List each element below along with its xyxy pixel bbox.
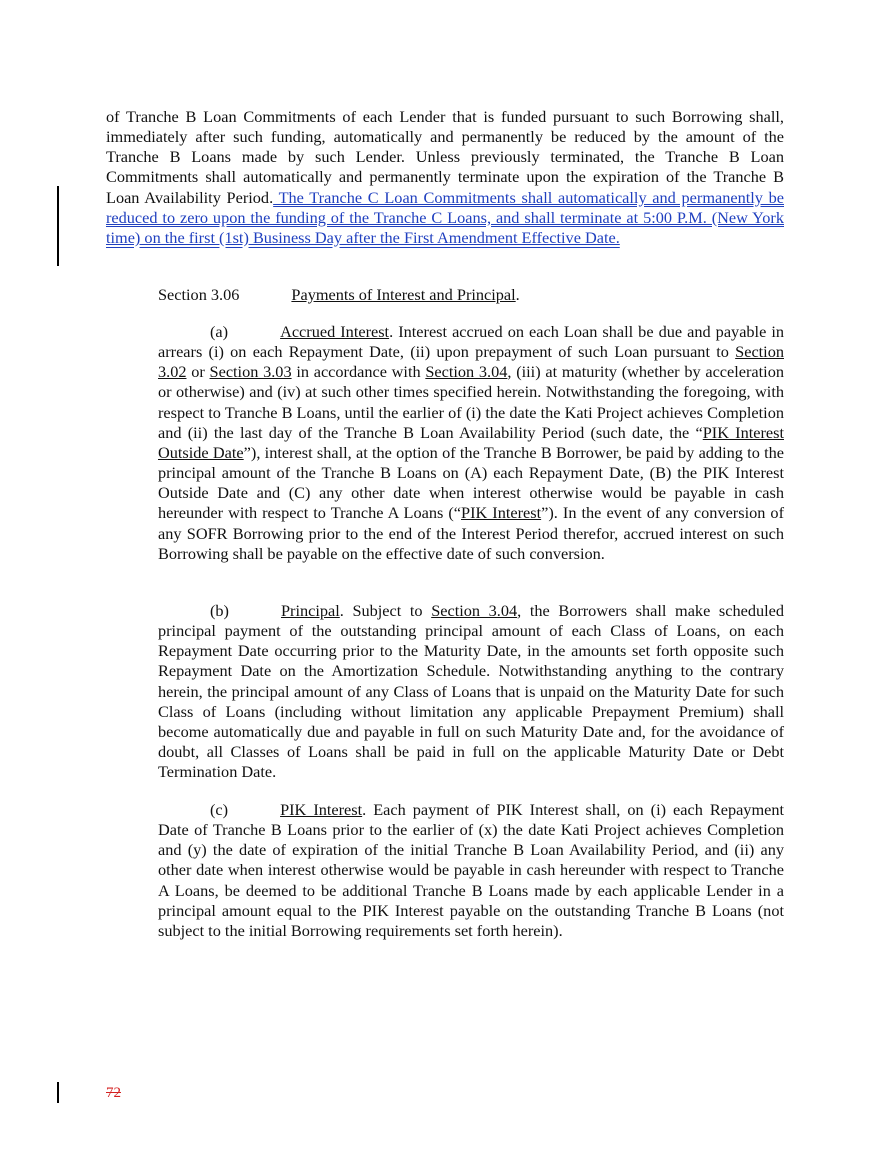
section-ref-3-03: Section 3.03 [209, 362, 292, 382]
page-number: 72 [106, 1085, 121, 1101]
section-number: Section 3.06 [158, 285, 240, 304]
paragraph-text: of Tranche B Loan Commitments of each Lender that is funded pursuant to such Borrowing shall, immediately after such funding, automatically and permanently be reduced by the amount of the Tranche B Loans made by such Lender. Unless previously terminated, the Tranche B Loan Commitments shall automatically and permanently terminate upon the expiration of the Tranche B Loan Availability Period. [106, 107, 784, 207]
inserted-text: The Tranche C Loan Commitments shall automatically and permanently be reduced to zero upon the funding of the Tranche C Loans, and shall terminate at 5:00 P.M. (New York time) on the first (1st) Business Day after the First Amendment Effective Date. [106, 187, 784, 247]
paragraph-b: (b) Principal. Subject to Section 3.04, the Borrowers shall make scheduled principal payment of the outstanding principal amount of each Class of Loans, on each Repayment Date occurring prior to the Maturity Date, in the amounts set forth opposite such Repayment Date on the Amortization Schedule. Notwithstanding anything to the contrary herein, the principal amount of any Class of Loans that is unpaid on the Maturity Date for such Class of Loans (including without limitation any applicable Prepayment Premium) shall become automatically due and payable in full on such Maturity Date and, for the avoidance of doubt, all Classes of Loans shall be paid in full on the applicable Maturity Date or Debt Termination Date. [158, 601, 785, 782]
section-ref-3-04-b: Section 3.04 [431, 601, 518, 620]
defined-term-pik-interest: PIK Interest [461, 503, 542, 523]
section-title: Payments of Interest and Principal [291, 285, 516, 304]
paragraph-a: (a) Accrued Interest. Interest accrued on each Loan shall be due and payable in arrears (i) on each Repayment Date, (ii) upon prepayment of such Loan pursuant to Section 3.02 or Section 3.03 in accordance with Section 3.04, (iii) at maturity (whether by acceleration or otherwise) and (iv) at such other times specified herein. Notwithstanding the foregoing, with respect to Tranche B Loans, until the earlier of (i) the date the Kati Project achieves Completion and (ii) the last day of the Tranche B Loan Availability Period (such date, the “PIK Interest Outside Date”), interest shall, at the option of the Tranche B Borrower, be paid by adding to the principal amount of the Tranche B Loans on (A) each Repayment Date, (B) the PIK Interest Outside Date and (C) any other date when interest otherwise would be payable in cash hereunder with respect to Tranche A Loans (“PIK Interest”). In the event of any conversion of any SOFR Borrowing prior to the end of the Interest Period therefor, accrued interest on such Borrowing shall be payable on the effective date of such conversion. [158, 322, 785, 563]
section-ref-3-02: Section 3.02 [158, 342, 784, 382]
change-bar-footer [57, 1082, 59, 1103]
paragraph-c-label: (c) [210, 800, 229, 819]
section-heading: Section 3.06 Payments of Interest and Principal. [158, 285, 520, 304]
paragraph-a-heading: Accrued Interest [280, 322, 390, 341]
paragraph-c: (c) PIK Interest. Each payment of PIK Interest shall, on (i) each Repayment Date of Tranche B Loans prior to the earlier of (x) the date Kati Project achieves Completion and (y) the date of expiration of the initial Tranche B Loan Availability Period, and (ii) any other date when interest otherwise would be payable in cash hereunder with respect to Tranche A Loans, be deemed to be additional Tranche B Loans made by each applicable Lender in a principal amount equal to the PIK Interest payable on the outstanding Tranche B Loans (not subject to the initial Borrowing requirements set forth herein). [158, 800, 785, 940]
paragraph-b-label: (b) [210, 601, 229, 620]
paragraph-c-heading: PIK Interest [280, 800, 363, 819]
defined-term-pik-outside-date: PIK Interest Outside Date [158, 422, 784, 462]
paragraph-a-label: (a) [210, 322, 229, 341]
paragraph-b-heading: Principal [280, 601, 340, 620]
section-ref-3-04: Section 3.04 [425, 362, 508, 382]
continuation-paragraph [106, 107, 784, 248]
change-bar-top [57, 186, 59, 266]
